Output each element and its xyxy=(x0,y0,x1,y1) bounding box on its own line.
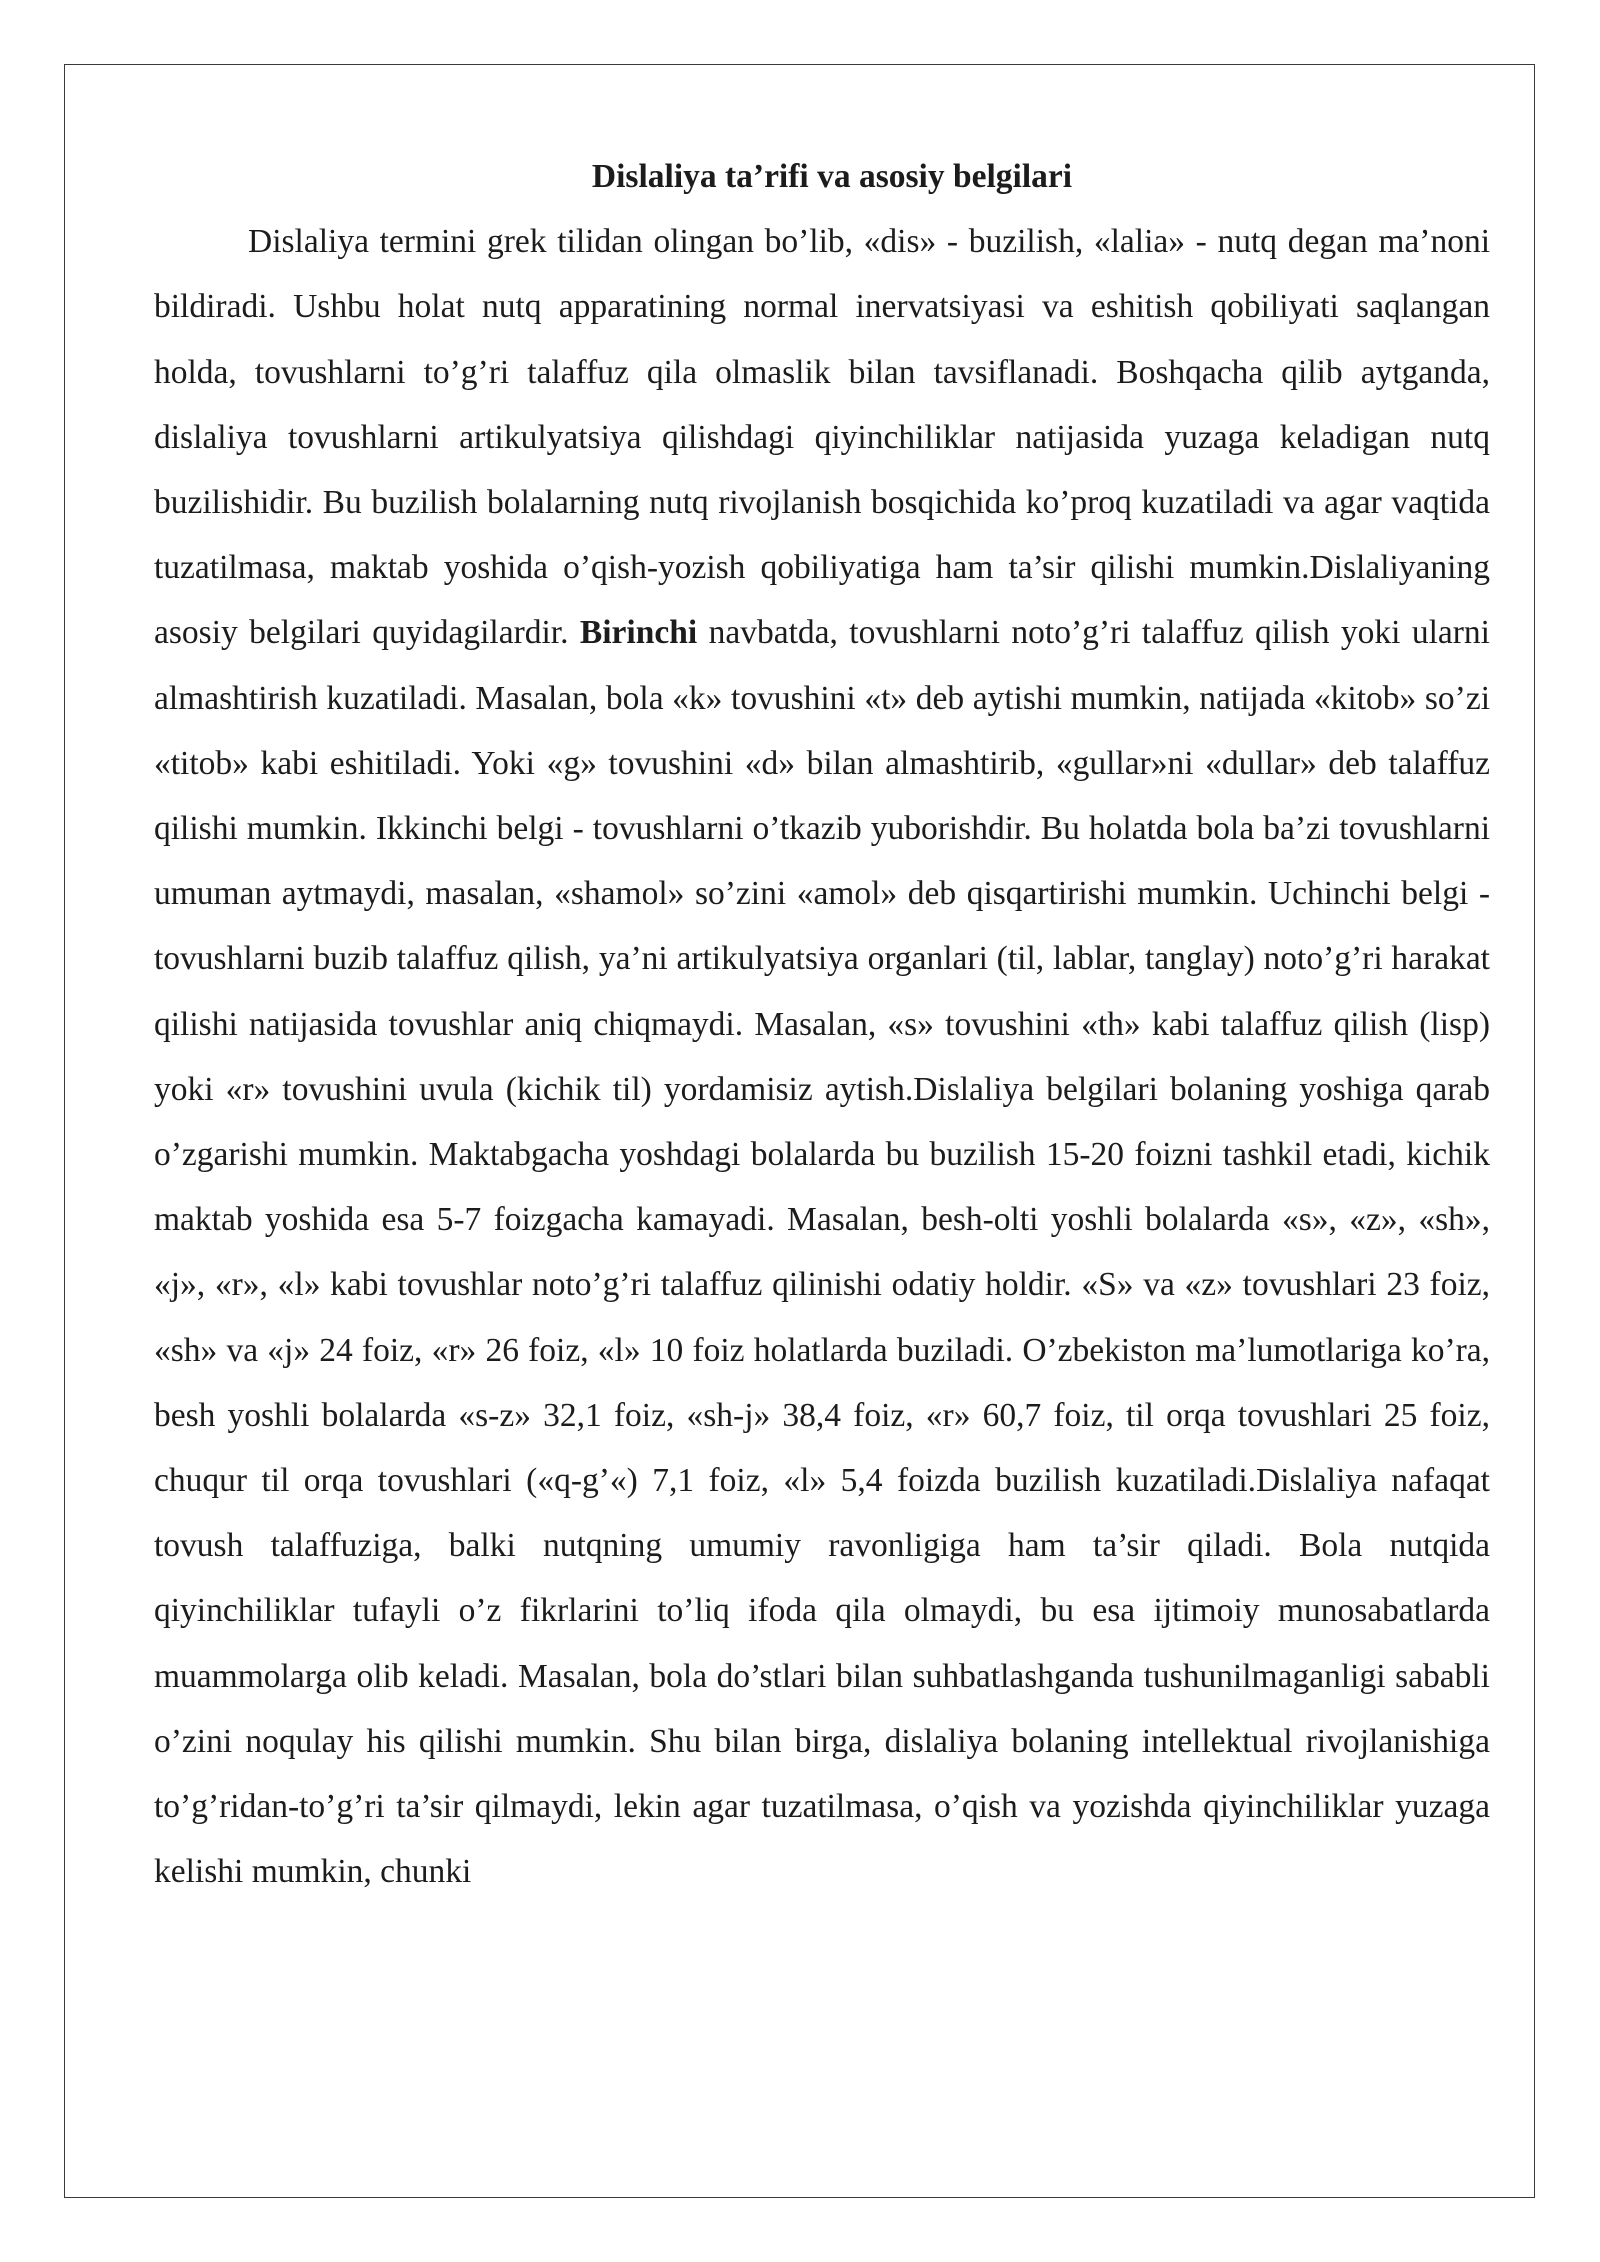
paragraph-text-part2: navbatda, tovushlarni noto’g’ri talaffuz qilish yoki ularni almashtirish kuzatiladi. Masalan, bola «k» tovushini «t» deb aytishi mumkin, natijada «kitob» so’zi «titob» kabi eshitiladi. Yoki «g» tovushini «d» bilan almashtirib, «gullar»ni «dullar» deb talaffuz qilishi mumkin. Ikkinchi belgi - tovushlarni o’tkazib yuborishdir. Bu holatda bola ba’zi tovushlarni umuman aytmaydi, masalan, «shamol» so’zini «amol» deb qisqartirishi mumkin. Uchinchi belgi - tovushlarni buzib talaffuz qilish, ya’ni artikulyatsiya organlari (til, lablar, tanglay) noto’g’ri harakat qilishi natijasida tovushlar aniq chiqmaydi. Masalan, «s» tovushini «th» kabi talaffuz qilish (lisp) yoki «r» tovushini uvula (kichik til) yordamisiz aytish.Dislaliya belgilari bolaning yoshiga qarab o’zgarishi mumkin. Maktabgacha yoshdagi bolalarda bu buzilish 15-20 foizni tashkil etadi, kichik maktab yoshida esa 5-7 foizgacha kamayadi. Masalan, besh-olti yoshli bolalarda «s», «z», «sh», «j», «r», «l» kabi tovushlar noto’g’ri talaffuz qilinishi odatiy holdir. «S» va «z» tovushlari 23 foiz, «sh» va «j» 24 foiz, «r» 26 foiz, «l» 10 foiz holatlarda buziladi. O’zbekiston ma’lumotlariga ko’ra, besh yoshli bolalarda «s-z» 32,1 foiz, «sh-j» 38,4 foiz, «r» 60,7 foiz, til orqa tovushlari 25 foiz, chuqur til orqa tovushlari («q-g’«) 7,1 foiz, «l» 5,4 foizda buzilish kuzatiladi.Dislaliya nafaqat tovush talaffuziga, balki nutqning umumiy ravonligiga ham ta’sir qiladi. Bola nutqida qiyinchiliklar tufayli o’z fikrlarini to’liq ifoda qila olmaydi, bu esa ijtimoiy munosabatlarda muammolarga olib keladi. Masalan, bola do’stlari bilan suhbatlashganda tushunilmaganligi sababli o’zini noqulay his qilishi mumkin. Shu bilan birga, dislaliya bolaning intellektual rivojlanishiga to’g’ridan-to’g’ri ta’sir qilmaydi, lekin agar tuzatilmasa, o’qish va yozishda qiyinchiliklar yuzaga kelishi mumkin, chunki xyxy=(154,614,1490,1891)
paragraph-text-part1: Dislaliya termini grek tilidan olingan bo’lib, «dis» - buzilish, «lalia» - nutq degan ma’noni bildiradi. Ushbu holat nutq apparatining normal inervatsiyasi va eshitish qobiliyati saqlangan holda, tovushlarni to’g’ri talaffuz qila olmaslik bilan tavsiflanadi. Boshqacha qilib aytganda, dislaliya tovushlarni artikulyatsiya qilishdagi qiyinchiliklar natijasida yuzaga keladigan nutq buzilishidir. Bu buzilish bolalarning nutq rivojlanish bosqichida ko’proq kuzatiladi va agar vaqtida tuzatilmasa, maktab yoshida o’qish-yozish qobiliyatiga ham ta’sir qilishi mumkin.Dislaliyaning asosiy belgilari quyidagilardir. xyxy=(154,223,1490,652)
document-title: Dislaliya ta’rifi va asosiy belgilari xyxy=(591,158,1073,195)
document-content xyxy=(154,144,1490,1904)
body-paragraph xyxy=(154,209,1490,1904)
paragraph-bold-word: Birinchi xyxy=(579,614,698,652)
